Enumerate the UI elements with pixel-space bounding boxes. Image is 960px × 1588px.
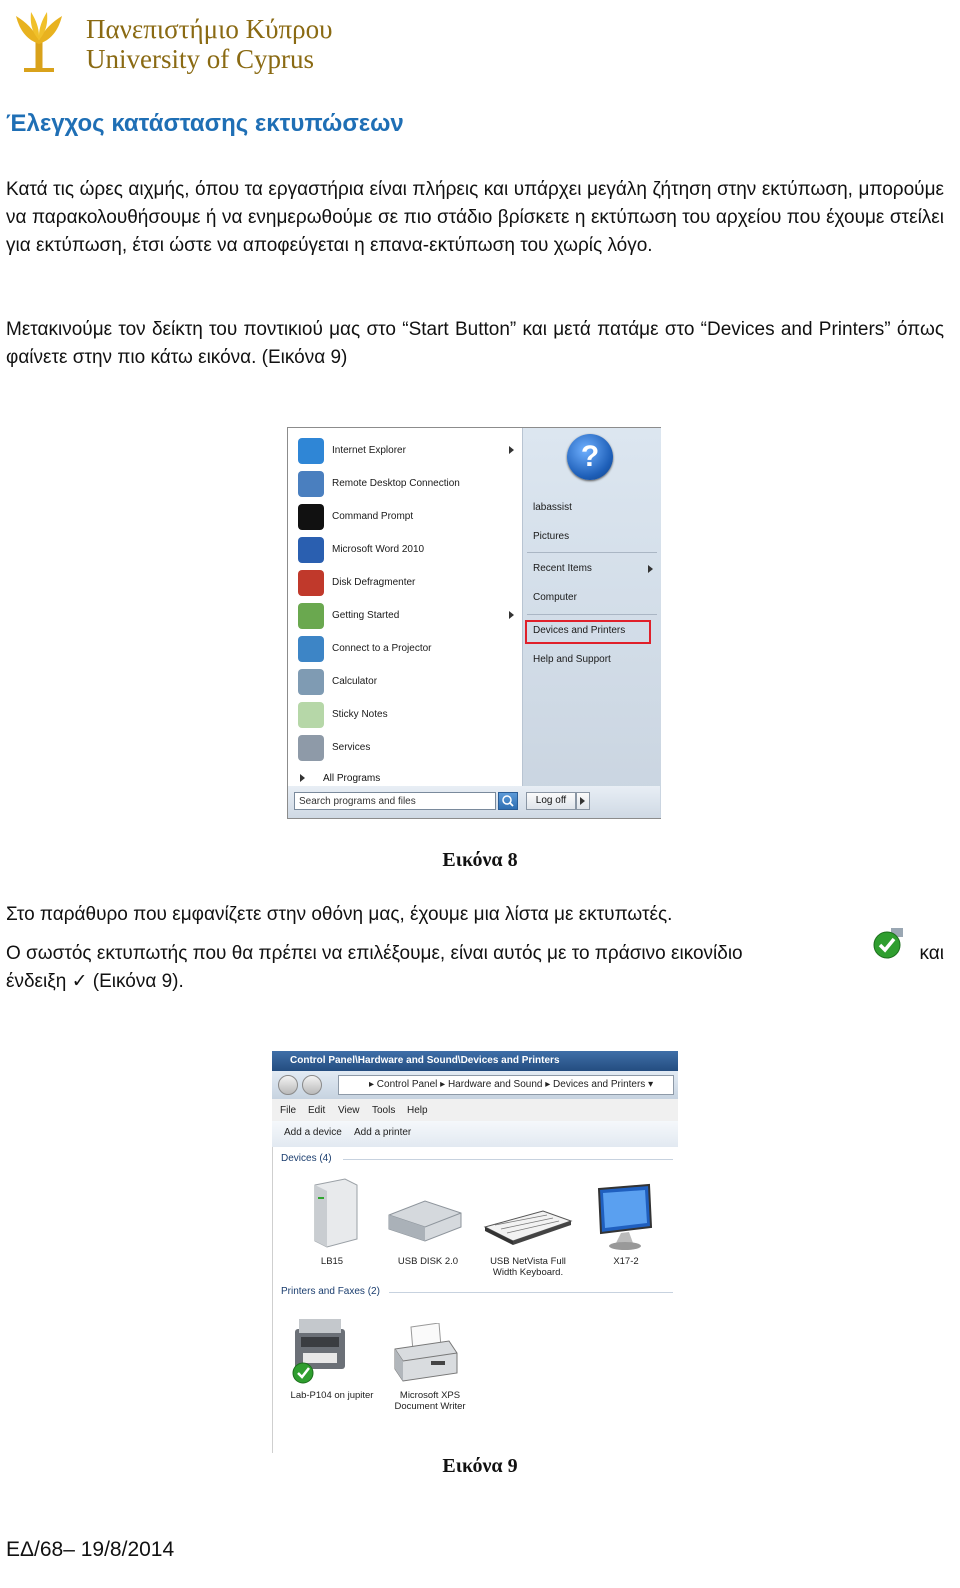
menu-bar bbox=[272, 1099, 678, 1121]
start-menu-bottom-bar bbox=[288, 786, 660, 818]
instruction-paragraph: Μετακινούμε τον δείκτη του ποντικιού μας στο “Start Button” και μετά πατάμε στο “Devices and Printers” όπως φαίνετε στην πιο κάτω εικόνα. (Εικόνα 9) bbox=[6, 319, 944, 368]
arrow-right-icon bbox=[580, 797, 585, 805]
word-icon bbox=[298, 537, 324, 563]
devices-and-printers-window bbox=[272, 1051, 678, 1453]
breadcrumb[interactable]: ▸ Control Panel ▸ Hardware and Sound ▸ Devices and Printers ▾ bbox=[338, 1075, 674, 1095]
menu-view[interactable]: View bbox=[338, 1105, 360, 1116]
start-menu-item-label: Getting Started bbox=[332, 610, 400, 621]
search-programs-input[interactable]: Search programs and files bbox=[294, 792, 496, 810]
start-menu-item-label: Connect to a Projector bbox=[332, 643, 432, 654]
projector-icon bbox=[298, 636, 324, 662]
start-menu-programs-list bbox=[290, 430, 522, 785]
add-printer-button[interactable]: Add a printer bbox=[354, 1127, 412, 1138]
separator bbox=[527, 614, 657, 615]
document-footer: ΕΔ/68– 19/8/2014 bbox=[6, 1538, 175, 1561]
start-menu-item[interactable] bbox=[290, 632, 522, 665]
arrow-right-icon bbox=[648, 565, 653, 573]
internet-explorer-icon bbox=[298, 438, 324, 464]
device-label-monitor: X17-2 bbox=[613, 1256, 639, 1267]
green-check-paragraph bbox=[6, 940, 944, 996]
arrow-right-icon bbox=[509, 611, 514, 619]
right-item-computer[interactable]: Computer bbox=[533, 592, 577, 603]
start-menu-item[interactable] bbox=[290, 698, 522, 731]
all-programs-item[interactable] bbox=[288, 768, 520, 788]
printer-default-icon[interactable] bbox=[289, 1311, 351, 1392]
calculator-icon bbox=[298, 669, 324, 695]
monitor-icon[interactable] bbox=[593, 1183, 657, 1258]
devices-group-header[interactable]: Devices (4) bbox=[281, 1153, 332, 1164]
right-item-pictures[interactable]: Pictures bbox=[533, 531, 570, 542]
figure-8-caption: Εικόνα 8 bbox=[442, 849, 518, 871]
start-menu-item[interactable] bbox=[290, 533, 522, 566]
printer-label-xps: Microsoft XPS Document Writer bbox=[394, 1390, 466, 1412]
window-title-bar: Control Panel\Hardware and Sound\Devices and Printers bbox=[272, 1051, 678, 1071]
green-check-text-a: Ο σωστός εκτυπωτής που θα πρέπει να επιλέξουμε, είναι αυτός με το πράσινο εικονίδιο bbox=[6, 943, 743, 964]
sticky-notes-icon bbox=[298, 702, 324, 728]
services-icon bbox=[298, 735, 324, 761]
start-menu-item[interactable] bbox=[290, 599, 522, 632]
separator bbox=[527, 552, 657, 553]
device-label-lb15: LB15 bbox=[320, 1256, 344, 1267]
start-menu-item[interactable] bbox=[290, 731, 522, 764]
start-menu-item-label: Disk Defragmenter bbox=[332, 577, 416, 588]
university-logo-icon bbox=[6, 10, 72, 76]
right-item-help-and-support[interactable]: Help and Support bbox=[533, 654, 611, 665]
device-label-keyboard: USB NetVista Full Width Keyboard. bbox=[490, 1256, 566, 1278]
start-menu-item[interactable] bbox=[290, 500, 522, 533]
start-menu-item-label: Command Prompt bbox=[332, 511, 414, 522]
command-prompt-icon bbox=[298, 504, 324, 530]
add-device-button[interactable]: Add a device bbox=[284, 1127, 342, 1138]
search-icon[interactable] bbox=[498, 792, 518, 810]
menu-edit[interactable]: Edit bbox=[308, 1105, 326, 1116]
start-menu-item-label: Calculator bbox=[332, 676, 378, 687]
usb-drive-icon[interactable] bbox=[385, 1193, 465, 1248]
university-logo-text bbox=[86, 14, 332, 74]
start-menu-item[interactable] bbox=[290, 566, 522, 599]
start-menu-item[interactable] bbox=[290, 467, 522, 500]
printers-group-header[interactable]: Printers and Faxes (2) bbox=[281, 1286, 380, 1297]
keyboard-icon[interactable] bbox=[483, 1207, 573, 1252]
remote-desktop-icon bbox=[298, 471, 324, 497]
printers-list-paragraph: Στο παράθυρο που εμφανίζετε στην οθόνη μας, έχουμε μια λίστα με εκτυπωτές. bbox=[6, 904, 673, 925]
green-check-icon bbox=[873, 928, 905, 960]
disk-defragmenter-icon bbox=[298, 570, 324, 596]
intro-paragraph: Κατά τις ώρες αιχμής, όπου τα εργαστήρια είναι πλήρεις και υπάρχει μεγάλη ζήτηση στην εκτύπωση, μπορούμε να παρακολουθήσουμε ή να ενημερωθούμε σε πιο στάδιο βρίσκετε η εκτύπωση του αρχείου που έχουμε στείλει για εκτύπωση, έτσι ώστε να αποφεύγεται η επανα-εκτύπωση του χωρίς λόγο. bbox=[6, 179, 944, 256]
logo-line-greek: Πανεπιστήμιο Κύπρου bbox=[86, 14, 333, 44]
separator bbox=[389, 1292, 673, 1293]
pc-tower-icon[interactable] bbox=[307, 1177, 363, 1254]
help-question-icon: ? bbox=[567, 434, 613, 480]
command-bar bbox=[272, 1121, 678, 1148]
recent-items-label: Recent Items bbox=[533, 563, 592, 574]
forward-button[interactable] bbox=[302, 1075, 322, 1095]
start-menu-item-label: Services bbox=[332, 742, 371, 753]
figure-9-caption: Εικόνα 9 bbox=[442, 1455, 518, 1477]
log-off-button[interactable]: Log off bbox=[526, 792, 576, 810]
log-off-options-button[interactable] bbox=[576, 792, 590, 810]
menu-help[interactable]: Help bbox=[407, 1105, 428, 1116]
getting-started-icon bbox=[298, 603, 324, 629]
green-check-text-b: και bbox=[919, 943, 944, 964]
right-item-recent-items[interactable] bbox=[533, 563, 657, 574]
xps-printer-icon[interactable] bbox=[391, 1323, 461, 1392]
page-title: Έλεγχος κατάστασης εκτυπώσεων bbox=[6, 110, 404, 137]
menu-file[interactable]: File bbox=[280, 1105, 297, 1116]
start-menu-item[interactable] bbox=[290, 434, 522, 467]
menu-tools[interactable]: Tools bbox=[372, 1105, 396, 1116]
right-item-devices-and-printers[interactable]: Devices and Printers bbox=[533, 625, 626, 636]
logo-line-english: University of Cyprus bbox=[86, 44, 314, 74]
device-label-usb-disk: USB DISK 2.0 bbox=[397, 1256, 459, 1267]
start-menu-right-pane bbox=[522, 428, 661, 818]
arrow-right-icon bbox=[509, 446, 514, 454]
back-button[interactable] bbox=[278, 1075, 298, 1095]
right-item-labassist[interactable]: labassist bbox=[533, 502, 572, 513]
start-menu-item-label: Remote Desktop Connection bbox=[332, 478, 460, 489]
arrow-right-icon bbox=[300, 774, 305, 782]
start-menu-item-label: Internet Explorer bbox=[332, 445, 406, 456]
start-menu-item-label: Microsoft Word 2010 bbox=[332, 544, 425, 555]
start-menu-screenshot bbox=[287, 427, 661, 819]
printer-label-lab-p104: Lab-P104 on jupiter bbox=[290, 1390, 374, 1401]
address-bar bbox=[272, 1071, 678, 1099]
separator bbox=[343, 1159, 673, 1160]
devices-content-area bbox=[272, 1147, 678, 1453]
green-check-text-c: ένδειξη ✓ (Εικόνα 9). bbox=[6, 971, 184, 992]
start-menu-item[interactable] bbox=[290, 665, 522, 698]
red-highlight-box bbox=[525, 620, 651, 644]
all-programs-label: All Programs bbox=[323, 772, 381, 784]
start-menu-item-label: Sticky Notes bbox=[332, 709, 388, 720]
